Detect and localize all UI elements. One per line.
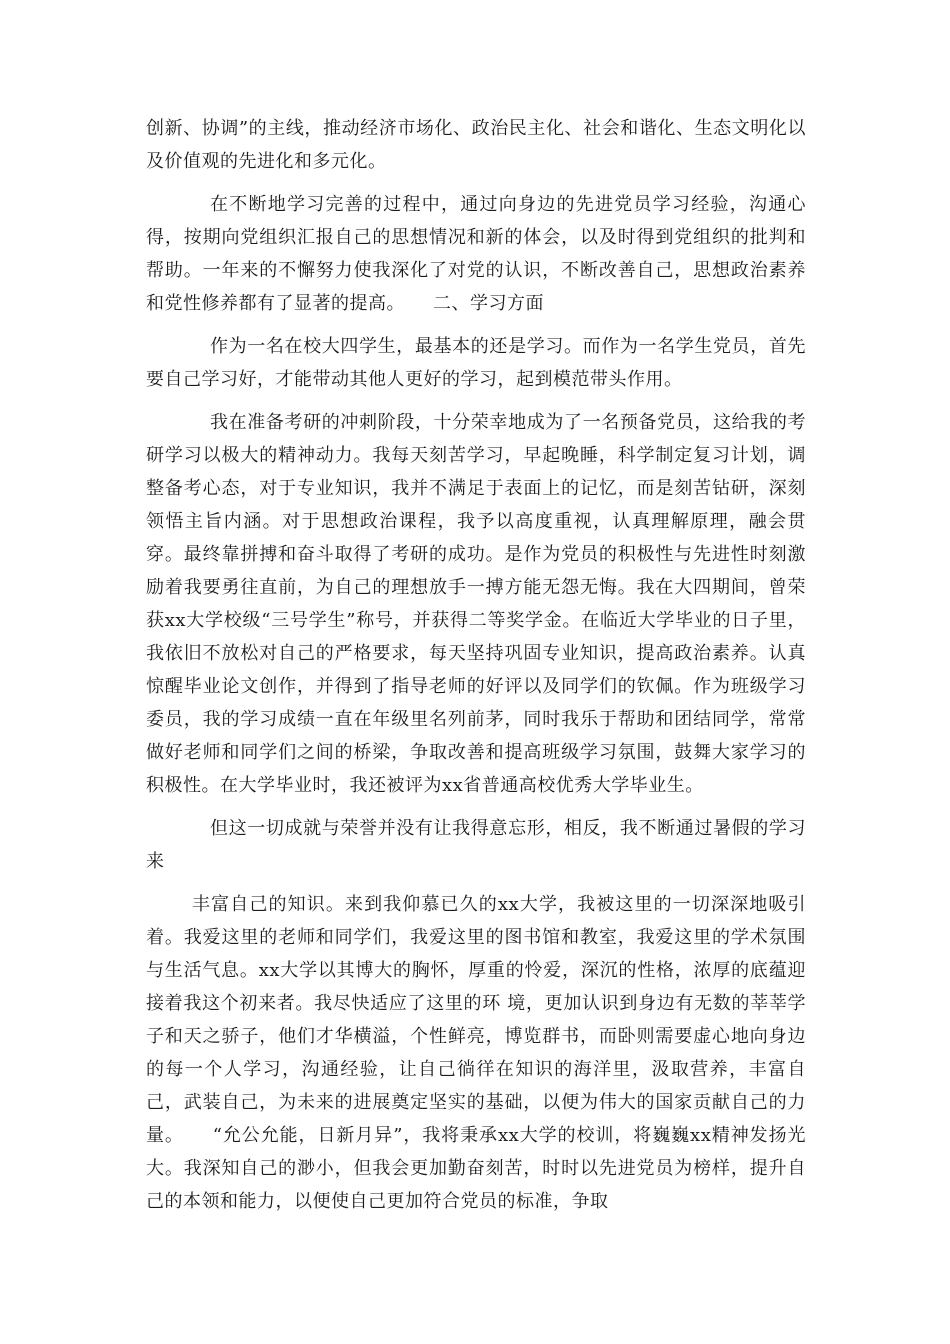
paragraph-2: 在不断地学习完善的过程中，通过向身边的先进党员学习经验，沟通心得，按期向党组织汇报自己的思想情况和新的体会，以及时得到党组织的批判和帮助。一年来的不懈努力使我深化了对党的认识，不断改善自己，思想政治素养和党性修养都有了显著的提高。 二、学习方面 xyxy=(146,194,806,314)
paragraph-3: 作为一名在校大四学生，最基本的还是学习。而作为一名学生党员，首先要自己学习好，才能带动其他人更好的学习，起到模范带头作用。 xyxy=(146,336,806,390)
document-body xyxy=(146,112,806,1218)
paragraph-6: 丰富自己的知识。来到我仰慕已久的xx大学，我被这里的一切深深地吸引着。我爱这里的老师和同学们，我爱这里的图书馆和教室，我爱这里的学术氛围与生活气息。xx大学以其博大的胸怀，厚重的怜爱，深沉的性格，浓厚的底蕴迎接着我这个初来者。我尽快适应了这里的环 境，更加认识到身边有无数的莘莘学子和天之骄子，他们才华横溢，个性鲜亮，博览群书，而卧则需要虚心地向身边的每一个人学习，沟通经验，让自己徜徉在知识的海洋里，汲取营养，丰富自己，武装自己，为未来的进展奠定坚实的基础，以便为伟大的国家贡献自己的力量。 “允公允能，日新月异”，我将秉承xx大学的校训，将巍巍xx精神发扬光大。我深知自己的渺小，但我会更加勤奋刻苦，时时以先进党员为榜样，提升自己的本领和能力，以便使自己更加符合党员的标准，争取 xyxy=(146,894,806,1212)
paragraph-5: 但这一切成就与荣誉并没有让我得意忘形，相反，我不断通过暑假的学习来 xyxy=(146,818,806,872)
paragraph-4: 我在准备考研的冲刺阶段，十分荣幸地成为了一名预备党员，这给我的考研学习以极大的精神动力。我每天刻苦学习，早起晚睡，科学制定复习计划，调整备考心态，对于专业知识，我并不满足于表面上的记忆，而是刻苦钻研，深刻领悟主旨内涵。对于思想政治课程，我予以高度重视，认真理解原理，融会贯穿。最终靠拼搏和奋斗取得了考研的成功。是作为党员的积极性与先进性时刻激励着我要勇往直前，为自己的理想放手一搏方能无怨无悔。我在大四期间，曾荣获xx大学校级“三号学生”称号，并获得二等奖学金。在临近大学毕业的日子里，我依旧不放松对自己的严格要求，每天坚持巩固专业知识，提高政治素养。认真惊醒毕业论文创作，并得到了指导老师的好评以及同学们的钦佩。作为班级学习委员，我的学习成绩一直在年级里名列前茅，同时我乐于帮助和团结同学，常常做好老师和同学们之间的桥梁，争取改善和提高班级学习氛围，鼓舞大家学习的积极性。在大学毕业时，我还被评为xx省普通高校优秀大学毕业生。 xyxy=(146,412,806,796)
paragraph-1: 创新、协调”的主线，推动经济市场化、政治民主化、社会和谐化、生态文明化以及价值观的先进化和多元化。 xyxy=(146,118,806,172)
